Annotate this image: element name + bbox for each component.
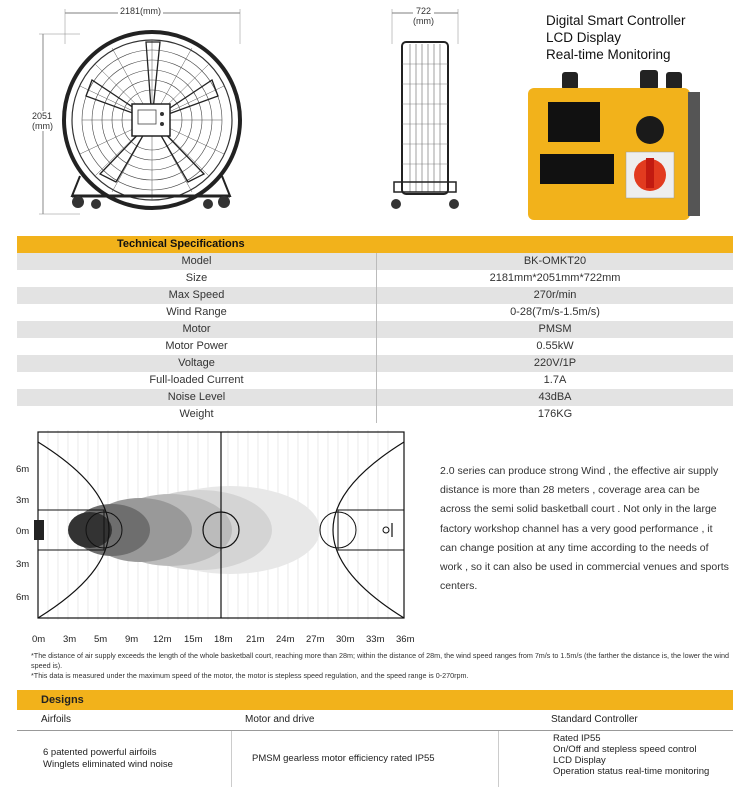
spec-row <box>17 406 733 423</box>
front-height-label: 2051 (mm) <box>32 111 53 131</box>
designs-airfoils-cell <box>17 731 231 787</box>
spec-value: 270r/min <box>533 289 577 301</box>
front-view-drawing <box>20 4 260 224</box>
front-width-label: 2181(mm) <box>120 6 162 16</box>
court-x-label: 5m <box>94 634 108 645</box>
airfoils-line: Winglets eliminated wind noise <box>43 759 173 770</box>
controller-feature: On/Off and stepless speed control <box>553 744 697 755</box>
designs-header-row <box>17 710 733 731</box>
spec-value: 220V/1P <box>533 357 577 369</box>
court-x-label: 12m <box>153 634 172 645</box>
controller-feature: Operation status real-time monitoring <box>553 766 710 777</box>
spec-value: BK-OMKT20 <box>523 255 587 267</box>
spec-value: 43dBA <box>538 391 572 403</box>
spec-table <box>17 236 733 423</box>
spec-key: Size <box>17 270 377 287</box>
spec-row <box>17 389 733 406</box>
court-x-label: 0m <box>32 634 46 645</box>
spec-key: Max Speed <box>17 287 377 304</box>
designs-table <box>17 690 733 787</box>
spec-value: 0-28(7m/s-1.5m/s) <box>510 306 600 318</box>
spec-row <box>17 253 733 270</box>
spec-key: Full-loaded Current <box>17 372 377 389</box>
court-x-label: 27m <box>306 634 325 645</box>
spec-value: 0.55kW <box>536 340 574 352</box>
controller-feature: LCD Display <box>553 755 606 766</box>
designs-body-row <box>17 731 733 787</box>
court-x-label: 33m <box>366 634 385 645</box>
court-diagram <box>30 430 410 620</box>
spec-row <box>17 304 733 321</box>
footnote: *This data is measured under the maximum speed of the motor, the motor is stepless speed regulation, and the speed range is 0-270rpm. <box>31 671 469 680</box>
spec-row <box>17 372 733 389</box>
spec-row <box>17 270 733 287</box>
side-width-label: 722 (mm) <box>413 6 434 26</box>
court-x-label: 9m <box>125 634 139 645</box>
designs-col-controller: Standard Controller <box>551 714 638 725</box>
spec-row <box>17 321 733 338</box>
spec-value: PMSM <box>538 323 572 335</box>
spec-value: 2181mm*2051mm*722mm <box>489 272 621 284</box>
court-x-label: 36m <box>396 634 415 645</box>
designs-col-airfoils: Airfoils <box>41 714 72 725</box>
spec-key: Wind Range <box>17 304 377 321</box>
spec-value: 1.7A <box>543 374 567 386</box>
controller-title-line-1: Digital Smart Controller <box>546 13 686 28</box>
spec-key: Motor <box>17 321 377 338</box>
controller-title-line-2: LCD Display <box>546 30 622 45</box>
spec-row <box>17 338 733 355</box>
court-y-label: 6m <box>16 464 30 475</box>
spec-key: Voltage <box>17 355 377 372</box>
court-y-label: 6m <box>16 592 30 603</box>
designs-col-motor: Motor and drive <box>245 714 315 725</box>
court-x-label: 30m <box>336 634 355 645</box>
spec-title: Technical Specifications <box>17 236 733 253</box>
spec-row <box>17 355 733 372</box>
side-view-drawing <box>380 4 470 224</box>
designs-motor-cell: PMSM gearless motor efficiency rated IP55 <box>231 731 498 787</box>
designs-title: Designs <box>17 690 733 710</box>
footnotes <box>31 651 731 681</box>
court-y-label: 3m <box>16 559 30 570</box>
spec-key: Weight <box>17 406 377 423</box>
spec-row <box>17 287 733 304</box>
court-x-label: 3m <box>63 634 77 645</box>
court-y-label: 0m <box>16 526 30 537</box>
description-text: 2.0 series can produce strong Wind , the effective air supply distance is more than 28 meters , coverage area can be across the semi solid basketball court . Not only in the large factory workshop channel has a very good performance , it can change position at any time according to the needs of work , so it can also be used in commercial venues and sports centers. <box>440 465 729 593</box>
controller-title <box>546 12 686 63</box>
spec-rows <box>17 253 733 423</box>
airfoils-line: 6 patented powerful airfoils <box>43 747 157 758</box>
footnote: *The distance of air supply exceeds the length of the whole basketball court, reaching more than 28m; within the distance of 28m, the wind speed ranges from 7m/s to 1.5m/s (the farther the distance is, the lower the wind speed is). <box>31 651 729 670</box>
controller-image <box>526 66 706 228</box>
court-x-label: 24m <box>276 634 295 645</box>
court-x-label: 18m <box>214 634 233 645</box>
spec-key: Motor Power <box>17 338 377 355</box>
spec-key: Noise Level <box>17 389 377 406</box>
spec-key: Model <box>17 253 377 270</box>
spec-value: 176KG <box>537 408 573 420</box>
court-x-label: 21m <box>246 634 265 645</box>
court-y-label: 3m <box>16 495 30 506</box>
controller-title-line-3: Real-time Monitoring <box>546 47 671 62</box>
court-x-label: 15m <box>184 634 203 645</box>
controller-feature: Rated IP55 <box>553 733 601 744</box>
designs-controller-cell <box>498 731 733 787</box>
